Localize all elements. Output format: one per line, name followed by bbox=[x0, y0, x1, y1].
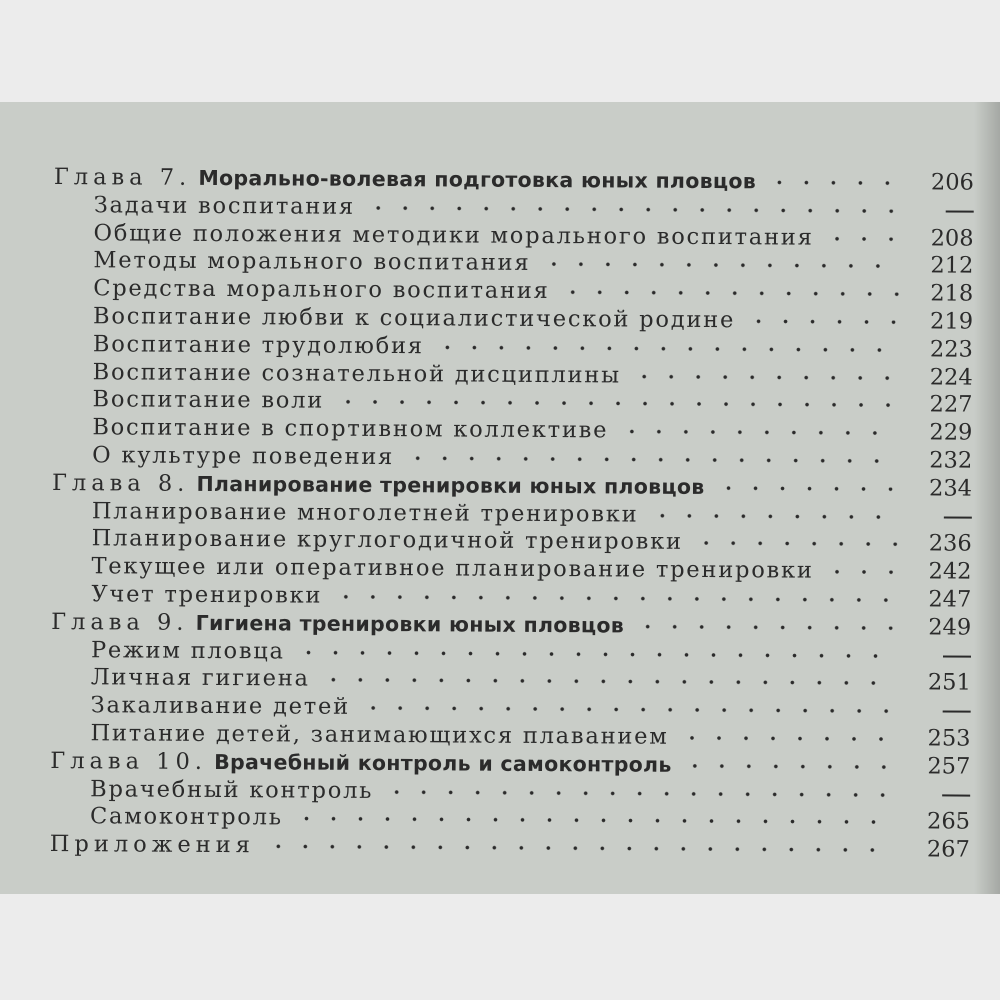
chapter-title: Врачебный контроль и самоконтроль bbox=[214, 749, 672, 777]
toc-entry-title bbox=[50, 831, 255, 860]
dot-leader bbox=[383, 790, 896, 797]
page-number: 236 bbox=[928, 530, 972, 557]
toc-entry-title bbox=[52, 525, 683, 557]
page-number: 218 bbox=[930, 280, 974, 307]
page-number: 234 bbox=[929, 475, 973, 502]
ditto-dash bbox=[943, 655, 971, 657]
page-number: 242 bbox=[928, 558, 972, 585]
section-title: Воспитание трудолюбия bbox=[92, 331, 424, 360]
section-title: Планирование круглогодичной тренировки bbox=[91, 525, 683, 556]
dot-leader bbox=[334, 400, 898, 407]
dot-leader bbox=[745, 319, 899, 324]
page-edge-shadow bbox=[974, 102, 1000, 894]
page-number: 257 bbox=[927, 753, 971, 780]
dot-leader bbox=[693, 541, 898, 546]
page-number: 247 bbox=[928, 586, 972, 613]
dot-leader bbox=[360, 706, 897, 713]
table-of-contents bbox=[50, 164, 974, 865]
page-number: 227 bbox=[929, 391, 973, 418]
chapter-label: Глава 9. bbox=[51, 608, 189, 636]
page-number: 224 bbox=[929, 363, 973, 391]
page-number: 219 bbox=[930, 308, 974, 335]
section-title: Личная гигиена bbox=[90, 664, 310, 692]
dot-leader bbox=[679, 736, 897, 741]
dot-leader bbox=[648, 513, 897, 519]
dot-leader bbox=[634, 624, 897, 630]
dot-leader bbox=[320, 678, 897, 686]
section-title: Задачи воспитания bbox=[93, 192, 356, 220]
ditto-dash bbox=[942, 794, 970, 796]
section-title: Методы морального воспитания bbox=[93, 247, 531, 277]
page-number: 223 bbox=[929, 336, 973, 363]
toc-entry-title bbox=[52, 442, 394, 472]
section-title: Воспитание сознательной дисциплины bbox=[92, 358, 621, 389]
dot-leader bbox=[631, 374, 899, 380]
toc-entry-title bbox=[53, 275, 550, 306]
toc-entry-title bbox=[53, 331, 424, 361]
toc-appendix-row bbox=[50, 831, 970, 864]
toc-entry-title bbox=[53, 303, 735, 335]
chapter-label: Глава 7. bbox=[53, 164, 192, 191]
toc-entry-title bbox=[52, 414, 608, 445]
toc-entry-title bbox=[51, 664, 310, 693]
dot-leader bbox=[332, 595, 897, 602]
toc-entry-title bbox=[51, 609, 624, 640]
page-number bbox=[918, 197, 974, 225]
section-title: Общие положения методики морального воспитания bbox=[93, 219, 814, 251]
toc-entry-title bbox=[51, 581, 322, 610]
dot-leader bbox=[682, 764, 897, 769]
section-title: Питание детей, занимающихся плаванием bbox=[90, 720, 669, 750]
dot-leader bbox=[365, 206, 900, 213]
section-title: Закаливание детей bbox=[90, 692, 351, 720]
toc-entry-title bbox=[50, 720, 668, 752]
ditto-dash bbox=[943, 711, 971, 713]
toc-entry-title bbox=[52, 498, 639, 529]
dot-leader bbox=[824, 236, 900, 240]
toc-entry-title bbox=[53, 359, 621, 390]
toc-entry-title bbox=[53, 247, 530, 278]
toc-entry-title bbox=[54, 192, 355, 222]
toc-entry-title bbox=[54, 164, 756, 196]
page-number: 249 bbox=[928, 614, 972, 641]
page-number: 212 bbox=[930, 252, 974, 280]
page-number bbox=[915, 697, 971, 725]
dot-leader bbox=[404, 456, 898, 463]
toc-entry-title bbox=[50, 803, 283, 832]
appendix-title: Приложения bbox=[49, 831, 255, 859]
page-number: 229 bbox=[929, 419, 973, 446]
chapter-label: Глава 8. bbox=[51, 469, 190, 497]
section-title: Самоконтроль bbox=[89, 803, 283, 831]
book-page bbox=[0, 102, 1000, 894]
section-title: О культуре поведения bbox=[92, 442, 395, 471]
ditto-dash bbox=[944, 516, 972, 518]
toc-entry-title bbox=[52, 470, 705, 502]
toc-entry-title bbox=[52, 386, 324, 415]
page-number bbox=[916, 503, 972, 531]
dot-leader bbox=[715, 486, 898, 491]
section-title: Средства морального воспитания bbox=[93, 275, 550, 305]
page-number: 232 bbox=[929, 447, 973, 474]
chapter-title: Гигиена тренировки юных пловцов bbox=[195, 610, 625, 638]
toc-entry-title bbox=[51, 692, 350, 722]
page-number bbox=[915, 642, 971, 670]
page-number: 208 bbox=[930, 224, 974, 252]
dot-leader bbox=[265, 844, 896, 852]
chapter-title: Планирование тренировки юных пловцов bbox=[196, 471, 705, 499]
section-title: Воспитание воли bbox=[92, 386, 325, 415]
dot-leader bbox=[766, 180, 900, 185]
dot-leader bbox=[560, 290, 899, 296]
toc-entry-title bbox=[50, 776, 373, 806]
section-title: Учет тренировки bbox=[91, 581, 323, 609]
section-title: Врачебный контроль bbox=[90, 775, 374, 804]
page-number bbox=[914, 781, 970, 809]
page-number: 253 bbox=[927, 725, 971, 752]
dot-leader bbox=[293, 817, 896, 825]
dot-leader bbox=[618, 430, 898, 436]
page-number: 267 bbox=[926, 836, 970, 863]
page-number: 206 bbox=[930, 169, 974, 196]
page-number: 251 bbox=[927, 669, 971, 696]
dot-leader bbox=[434, 345, 899, 352]
page-number: 265 bbox=[926, 808, 971, 835]
dot-leader bbox=[824, 570, 898, 574]
dot-leader bbox=[295, 650, 897, 658]
chapter-title: Морально-волевая подготовка юных пловцов bbox=[198, 165, 757, 194]
dot-leader bbox=[540, 262, 899, 268]
section-title: Воспитание любви к социалистической родине bbox=[92, 303, 736, 334]
section-title: Воспитание в спортивном коллективе bbox=[92, 414, 609, 444]
chapter-label: Глава 10. bbox=[50, 747, 208, 775]
toc-entry-title bbox=[50, 748, 671, 780]
section-title: Планирование многолетней тренировки bbox=[91, 497, 639, 528]
section-title: Режим пловца bbox=[90, 636, 285, 664]
ditto-dash bbox=[946, 210, 974, 212]
section-title: Текущее или оперативное планирование тренировки bbox=[91, 553, 814, 584]
toc-entry-title bbox=[51, 637, 285, 666]
